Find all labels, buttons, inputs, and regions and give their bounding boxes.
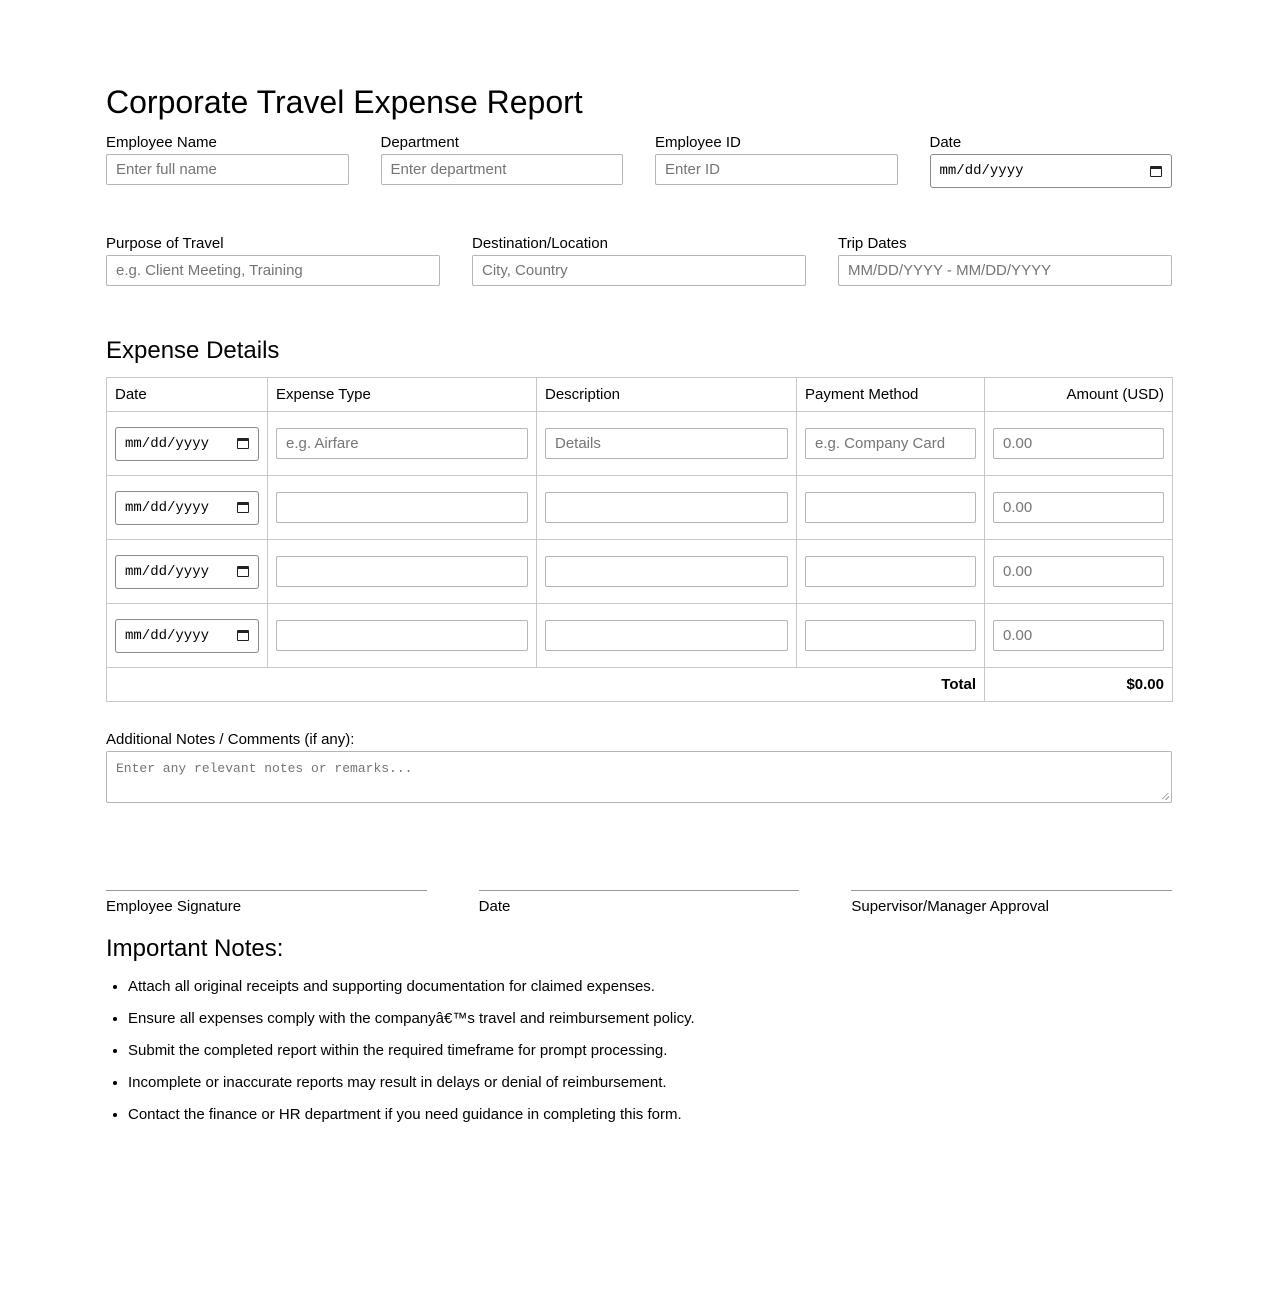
expense-type-input[interactable] [276, 556, 528, 587]
additional-notes-textarea[interactable] [106, 751, 1172, 803]
expense-type-input[interactable] [276, 428, 528, 459]
purpose-label: Purpose of Travel [106, 235, 224, 252]
total-value: $0.00 [985, 668, 1173, 702]
description-input[interactable] [545, 620, 788, 651]
signature-date-line: Date [479, 890, 800, 916]
report-date-value: mm/dd/yyyy [939, 163, 1024, 179]
column-header-payment-method: Payment Method [797, 378, 985, 412]
table-row [107, 412, 1173, 476]
calendar-icon[interactable] [237, 630, 249, 641]
employee-signature-line: Employee Signature [106, 890, 427, 916]
purpose-input[interactable] [106, 255, 440, 286]
column-header-expense-type: Expense Type [268, 378, 537, 412]
expense-date-value: mm/dd/yyyy [125, 563, 210, 580]
destination-input[interactable] [472, 255, 806, 286]
expense-table-header [107, 378, 1173, 412]
amount-input[interactable] [993, 556, 1164, 587]
table-row [107, 540, 1173, 604]
employee-name-field [106, 134, 349, 235]
payment-method-input[interactable] [805, 620, 976, 651]
employee-name-input[interactable] [106, 154, 349, 185]
column-header-description: Description [537, 378, 797, 412]
payment-method-input[interactable] [805, 556, 976, 587]
list-item: • Ensure all expenses comply with the companyâ€™s travel and reimbursement policy. [128, 1010, 1172, 1028]
amount-input[interactable] [993, 620, 1164, 651]
table-row [107, 476, 1173, 540]
destination-label: Destination/Location [472, 235, 608, 252]
trip-info-row [106, 235, 1172, 293]
department-input[interactable] [381, 154, 624, 185]
employee-id-label: Employee ID [655, 134, 741, 151]
expense-report-page [106, 0, 1172, 1124]
expense-type-input[interactable] [276, 492, 528, 523]
purpose-field [106, 235, 440, 293]
amount-input[interactable] [993, 428, 1164, 459]
expense-date-input[interactable] [115, 555, 259, 589]
expense-details-heading: Expense Details [106, 337, 280, 364]
expense-type-input[interactable] [276, 620, 528, 651]
employee-id-input[interactable] [655, 154, 898, 185]
resize-handle-icon[interactable] [1162, 793, 1169, 800]
calendar-icon[interactable] [237, 502, 249, 513]
expense-date-input[interactable] [115, 491, 259, 525]
expense-date-value: mm/dd/yyyy [125, 499, 210, 516]
expense-date-input[interactable] [115, 619, 259, 653]
list-item: • Incomplete or inaccurate reports may result in delays or denial of reimbursement. [128, 1074, 1172, 1092]
list-item: • Contact the finance or HR department if you need guidance in completing this form. [128, 1106, 1172, 1124]
destination-field [472, 235, 806, 293]
column-header-date: Date [107, 378, 268, 412]
supervisor-approval-line: Supervisor/Manager Approval [851, 890, 1172, 916]
department-field [381, 134, 624, 235]
trip-dates-label: Trip Dates [838, 235, 907, 252]
amount-input[interactable] [993, 492, 1164, 523]
description-input[interactable] [545, 556, 788, 587]
important-notes-list [106, 978, 1172, 1124]
calendar-icon[interactable] [237, 566, 249, 577]
signature-row [106, 890, 1172, 916]
department-label: Department [380, 134, 459, 151]
employee-id-field [655, 134, 898, 235]
calendar-icon[interactable] [1150, 166, 1162, 177]
description-input[interactable] [545, 492, 788, 523]
calendar-icon[interactable] [237, 438, 249, 449]
report-date-label: Date [929, 134, 962, 151]
employee-name-label: Employee Name [106, 134, 217, 151]
total-row [107, 668, 1173, 702]
additional-notes-placeholder: Enter any relevant notes or remarks... [116, 761, 413, 776]
total-label: Total [107, 668, 985, 702]
column-header-amount: Amount (USD) [985, 378, 1173, 412]
trip-dates-input[interactable] [838, 255, 1172, 286]
important-notes-heading: Important Notes: [106, 935, 284, 962]
payment-method-input[interactable] [805, 428, 976, 459]
page-title: Corporate Travel Expense Report [106, 84, 583, 120]
expense-date-value: mm/dd/yyyy [125, 627, 210, 644]
additional-notes-label: Additional Notes / Comments (if any): [106, 731, 355, 748]
expense-date-value: mm/dd/yyyy [125, 435, 210, 452]
expense-date-input[interactable] [115, 427, 259, 461]
expense-table [106, 377, 1173, 702]
trip-dates-field [838, 235, 1172, 293]
report-date-field [930, 134, 1173, 235]
list-item: • Submit the completed report within the required timeframe for prompt processing. [128, 1042, 1172, 1060]
table-row [107, 604, 1173, 668]
employee-info-row [106, 134, 1172, 235]
payment-method-input[interactable] [805, 492, 976, 523]
report-date-input[interactable] [930, 154, 1173, 188]
description-input[interactable] [545, 428, 788, 459]
list-item: • Attach all original receipts and supporting documentation for claimed expenses. [128, 978, 1172, 996]
